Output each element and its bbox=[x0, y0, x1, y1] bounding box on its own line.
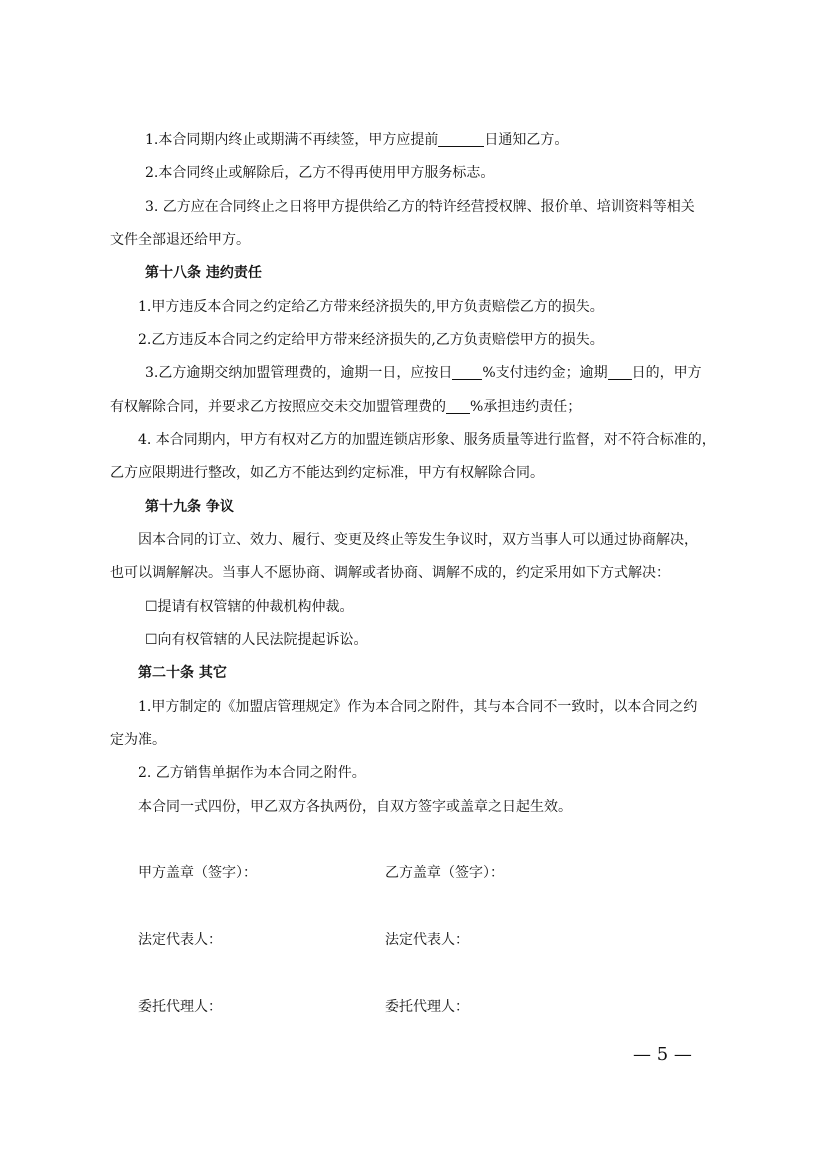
paragraph-17-2: 2.本合同终止或解除后，乙方不得再使用甲方服务标志。 bbox=[145, 165, 495, 181]
paragraph-19-1-line2: 也可以调解解决。当事人不愿协商、调解或者协商、调解不成的，约定采用如下方式解决： bbox=[110, 565, 670, 581]
paragraph-19-1-line1: 因本合同的订立、效力、履行、变更及终止等发生争议时，双方当事人可以通过协商解决， bbox=[138, 532, 698, 548]
fill-blank bbox=[438, 132, 484, 147]
paragraph-20-3: 本合同一式四份，甲乙双方各执两份，自双方签字或盖章之日起生效。 bbox=[138, 799, 572, 815]
paragraph-18-3-line1 bbox=[145, 363, 702, 383]
party-a-seal-label: 甲方盖章（签字）： bbox=[138, 865, 257, 881]
paragraph-17-1 bbox=[145, 130, 568, 150]
page-number: — 5 — bbox=[633, 1044, 692, 1065]
fill-blank bbox=[446, 399, 470, 414]
party-a-agent-label: 委托代理人： bbox=[138, 999, 222, 1015]
section-18-heading: 第十八条 违约责任 bbox=[145, 265, 262, 281]
party-b-representative-label: 法定代表人： bbox=[385, 932, 469, 948]
text: 1.本合同期内终止或期满不再续签，甲方应提前 bbox=[145, 132, 439, 148]
paragraph-17-3-line2: 文件全部退还给甲方。 bbox=[110, 232, 250, 248]
text: 日通知乙方。 bbox=[484, 132, 569, 148]
paragraph-20-1-line1: 1.甲方制定的《加盟店管理规定》作为本合同之附件，其与本合同不一致时，以本合同之约 bbox=[138, 699, 698, 715]
text: %支付违约金；逾期 bbox=[482, 365, 608, 381]
party-b-seal-label: 乙方盖章（签字）： bbox=[385, 865, 504, 881]
paragraph-20-1-line2: 定为准。 bbox=[110, 732, 166, 748]
paragraph-20-2: 2. 乙方销售单据作为本合同之附件。 bbox=[138, 765, 366, 781]
paragraph-18-3-line2 bbox=[110, 397, 581, 417]
party-a-representative-label: 法定代表人： bbox=[138, 932, 222, 948]
text: 3.乙方逾期交纳加盟管理费的，逾期一日，应按日 bbox=[145, 365, 453, 381]
paragraph-18-4-line2: 乙方应限期进行整改，如乙方不能达到约定标准，甲方有权解除合同。 bbox=[110, 465, 544, 481]
fill-blank bbox=[452, 365, 482, 380]
party-b-agent-label: 委托代理人： bbox=[385, 999, 469, 1015]
section-20-heading: 第二十条 其它 bbox=[138, 665, 227, 681]
arbitration-option: ☐提请有权管辖的仲裁机构仲裁。 bbox=[145, 599, 354, 615]
text: 日的，甲方 bbox=[631, 365, 702, 381]
paragraph-17-3-line1: 3. 乙方应在合同终止之日将甲方提供给乙方的特许经营授权牌、报价单、培训资料等相关 bbox=[145, 199, 695, 215]
fill-blank bbox=[608, 365, 632, 380]
litigation-option: ☐向有权管辖的人民法院提起诉讼。 bbox=[145, 632, 368, 648]
section-19-heading: 第十九条 争议 bbox=[145, 499, 234, 515]
paragraph-18-4-line1: 4. 本合同期内，甲方有权对乙方的加盟连锁店形象、服务质量等进行监督，对不符合标准的， bbox=[138, 432, 716, 448]
paragraph-18-2: 2.乙方违反本合同之约定给甲方带来经济损失的,乙方负责赔偿甲方的损失。 bbox=[138, 332, 604, 348]
text: 有权解除合同，并要求乙方按照应交未交加盟管理费的 bbox=[110, 399, 446, 415]
text: %承担违约责任； bbox=[470, 399, 582, 415]
paragraph-18-1: 1.甲方违反本合同之约定给乙方带来经济损失的,甲方负责赔偿乙方的损失。 bbox=[138, 299, 604, 315]
